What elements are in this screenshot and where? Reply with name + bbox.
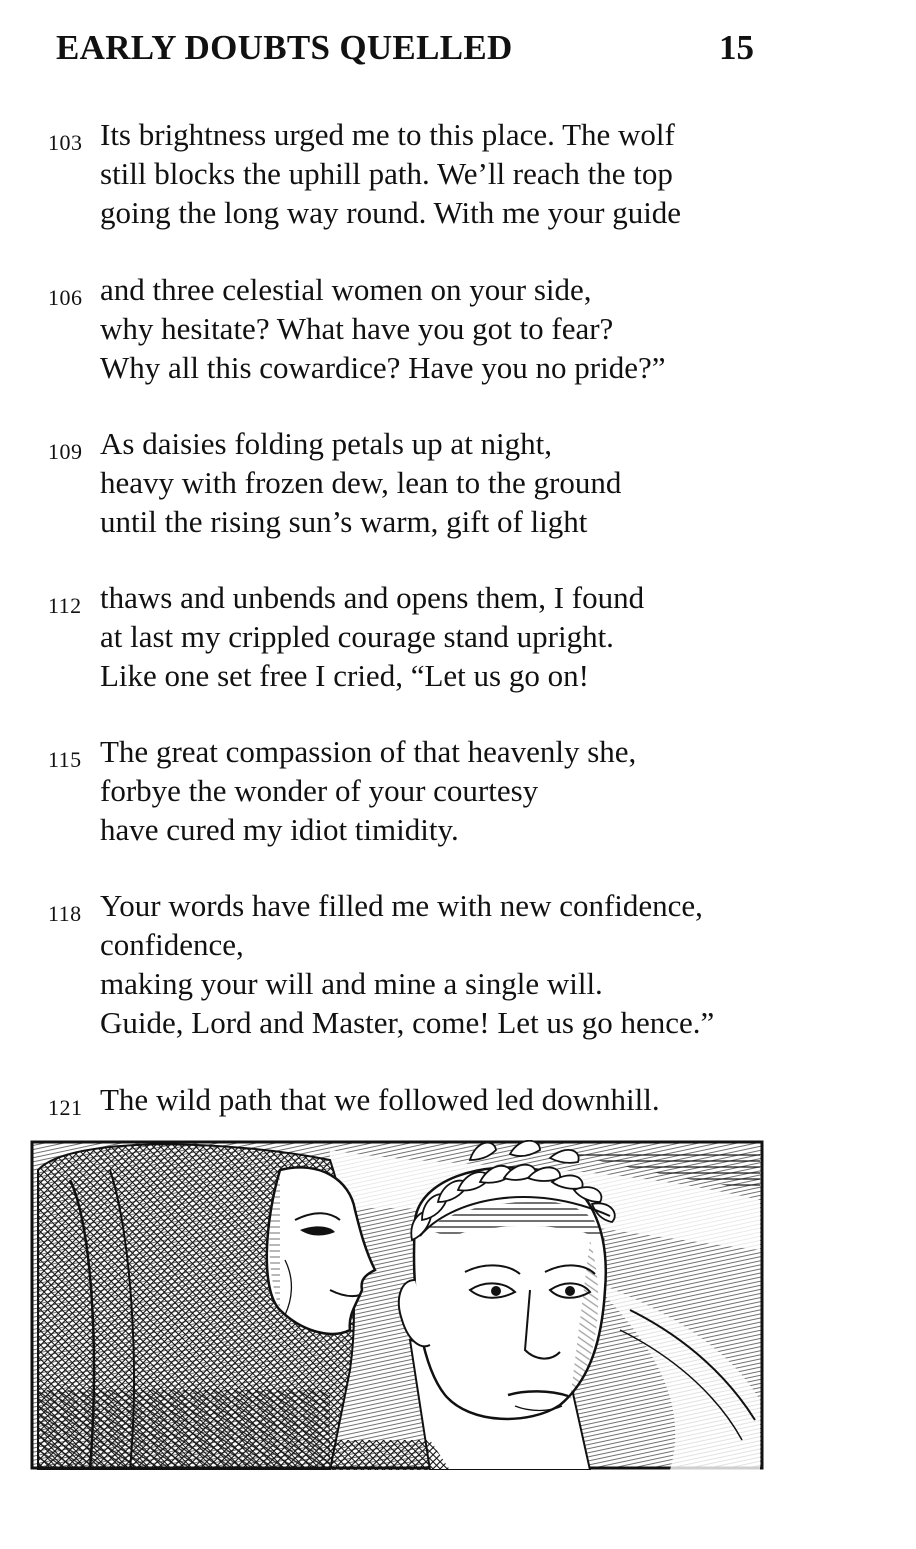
line-number: 106 (48, 285, 83, 310)
verse-line: and three celestial women on your side, (100, 272, 592, 307)
verse-line: still blocks the uphill path. We’ll reach the top (100, 156, 673, 191)
verse-line: going the long way round. With me your guide (100, 195, 682, 230)
verse-line: Like one set free I cried, “Let us go on! (100, 658, 589, 693)
verse-line: why hesitate? What have you got to fear? (100, 311, 614, 346)
verse-line: The great compassion of that heavenly she, (100, 734, 637, 769)
verse-line: Its brightness urged me to this place. The wolf (100, 117, 675, 152)
verse-line: As daisies folding petals up at night, (100, 426, 553, 461)
line-number: 115 (48, 747, 82, 772)
virgil-pupil (491, 1286, 501, 1296)
verse-line: forbye the wonder of your courtesy (100, 773, 539, 808)
line-number: 109 (48, 439, 83, 464)
running-title: EARLY DOUBTS QUELLED (56, 28, 513, 67)
verse-line: making your will and mine a single will. (100, 966, 603, 1001)
verse-line: The wild path that we followed led downhill. (100, 1082, 660, 1117)
verse-line: confidence, (100, 927, 244, 962)
engraving-illustration (30, 1140, 764, 1470)
virgil-collar (320, 1440, 450, 1470)
verse-line: heavy with frozen dew, lean to the ground (100, 465, 622, 500)
virgil-pupil (565, 1286, 575, 1296)
line-number: 118 (48, 901, 82, 926)
engraving-svg (30, 1140, 764, 1470)
page-number: 15 (719, 28, 754, 67)
line-number: 103 (48, 130, 83, 155)
verse-line: at last my crippled courage stand upright. (100, 619, 614, 654)
verse-line: Your words have filled me with new confidence, (100, 888, 703, 923)
line-number: 121 (48, 1095, 83, 1120)
verse-line: thaws and unbends and opens them, I found (100, 580, 645, 615)
dante-garment (38, 1390, 330, 1470)
verse-line: have cured my idiot timidity. (100, 812, 459, 847)
line-number: 112 (48, 593, 82, 618)
verse-line: until the rising sun’s warm, gift of light (100, 504, 588, 539)
verse-line: Guide, Lord and Master, come! Let us go hence.” (100, 1005, 715, 1040)
verse-line: Why all this cowardice? Have you no pride?” (100, 350, 666, 385)
page-header (56, 26, 754, 76)
